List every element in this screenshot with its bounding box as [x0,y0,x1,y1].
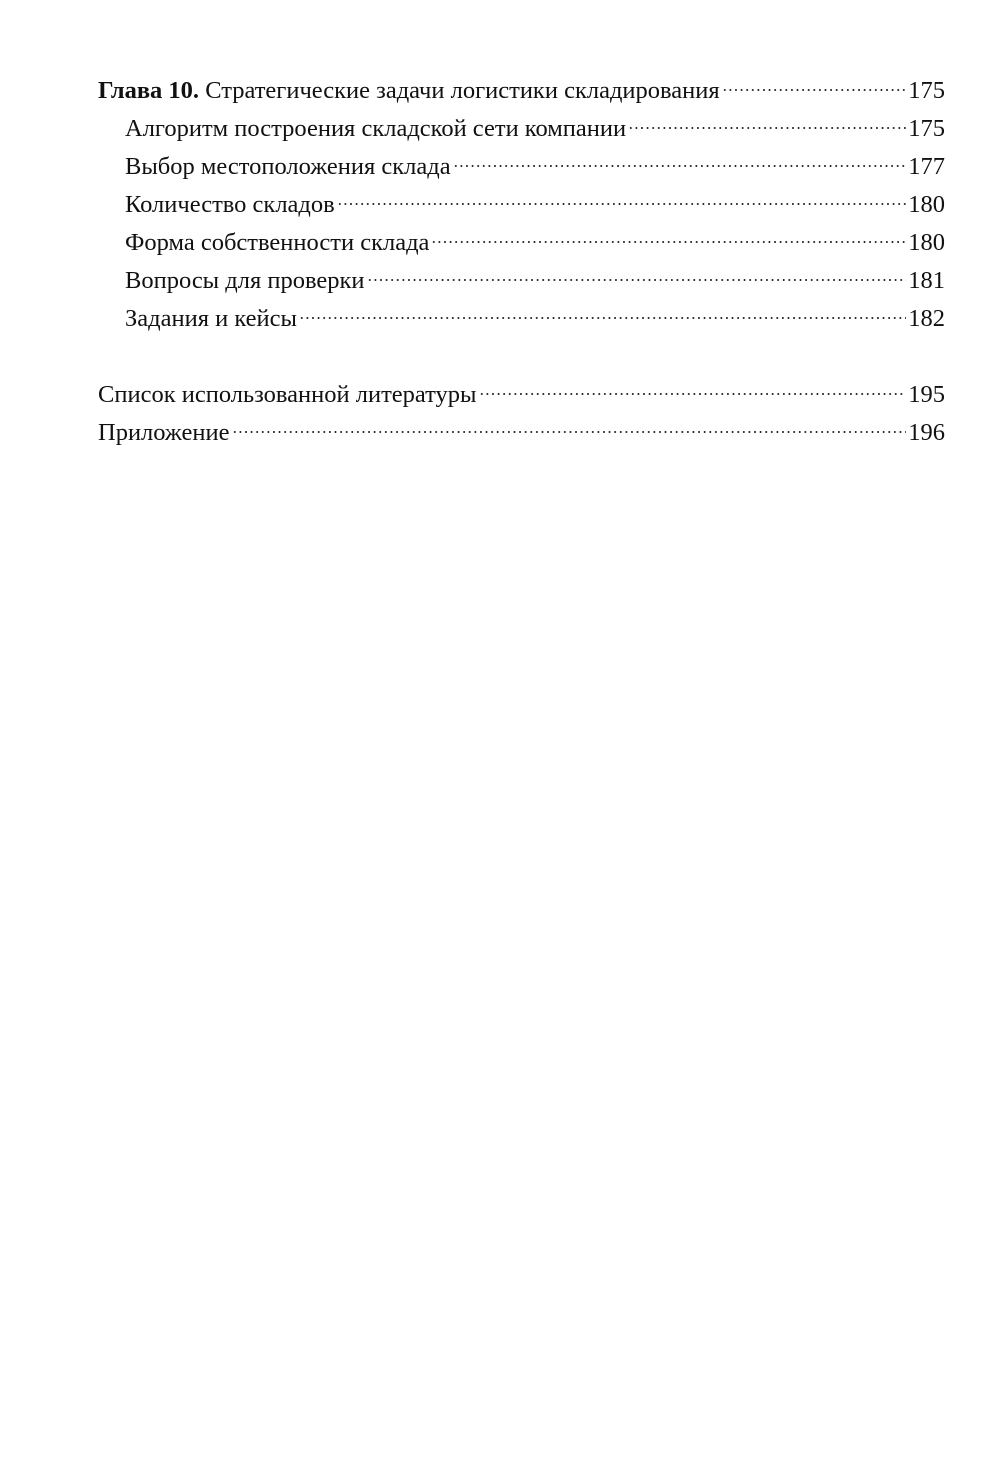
toc-page-number: 196 [908,419,945,446]
dot-leader [299,316,906,320]
toc-page-number: 180 [908,191,945,218]
toc-backmatter-title: Список использованной литературы [98,381,477,408]
toc-backmatter-row [98,376,945,414]
toc-section-title: Алгоритм построения складской сети компании [125,115,627,142]
toc-page-number: 175 [908,77,945,104]
dot-leader [232,430,907,434]
dot-leader [337,202,907,206]
toc-section-row [98,148,945,186]
toc-backmatter-title: Приложение [98,419,230,446]
dot-leader [367,278,907,282]
toc-section-title: Вопросы для проверки [125,267,365,294]
toc-page-number: 180 [908,229,945,256]
toc-section-title: Выбор местоположения склада [125,153,451,180]
toc-page-number: 181 [908,267,945,294]
toc-section-row [98,300,945,338]
dot-leader [722,88,907,92]
dot-leader [453,164,907,168]
toc-section-row [98,262,945,300]
toc-section-title: Количество складов [125,191,335,218]
toc-section-row [98,110,945,148]
dot-leader [431,240,906,244]
toc-page-number: 177 [908,153,945,180]
dot-leader [479,392,907,396]
chapter-label: Глава 10. [98,77,200,104]
toc-chapter-title [98,72,720,110]
toc-section-row [98,224,945,262]
toc-chapter-row [98,72,945,110]
toc-page-number: 195 [908,381,945,408]
toc-spacer [98,338,945,376]
toc-page-number: 175 [908,115,945,142]
toc-section-title: Задания и кейсы [125,305,297,332]
toc-section-row [98,186,945,224]
toc-section-title: Форма собственности склада [125,229,430,256]
chapter-title-text: Стратегические задачи логистики складирования [205,77,720,104]
table-of-contents [98,72,945,452]
toc-backmatter-row [98,414,945,452]
dot-leader [628,126,906,130]
toc-page-number: 182 [908,305,945,332]
